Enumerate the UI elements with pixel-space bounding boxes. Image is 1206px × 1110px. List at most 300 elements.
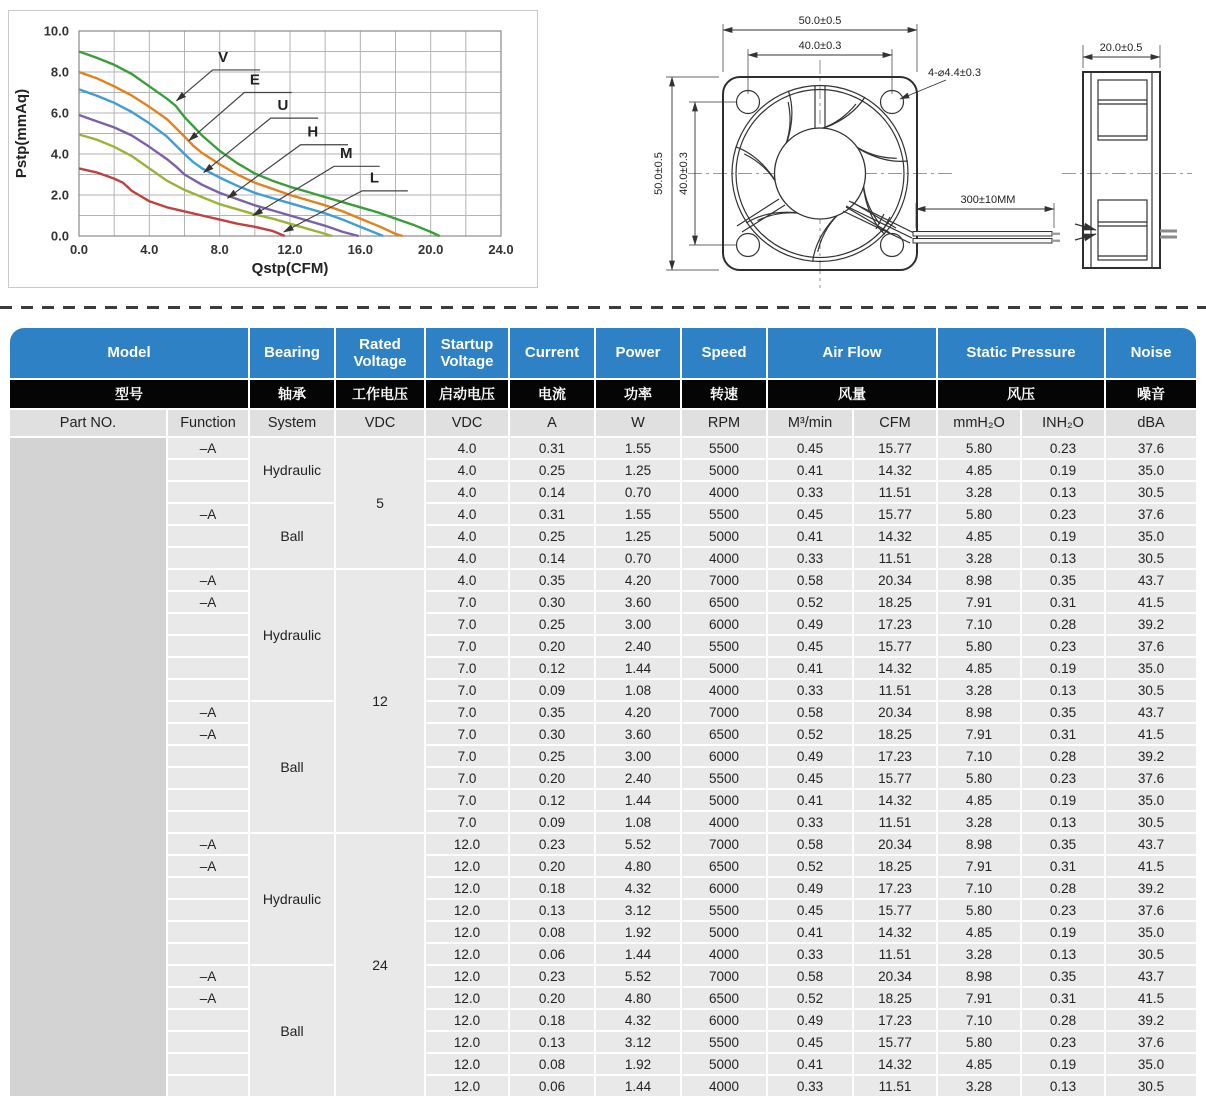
value-cell: 7.0 (426, 746, 508, 766)
value-cell: 4.0 (426, 504, 508, 524)
unit-pressure-inh2o: INH₂O (1022, 410, 1104, 436)
value-cell: 5500 (682, 900, 766, 920)
function-cell (168, 1076, 248, 1096)
spec-row (10, 438, 1196, 458)
value-cell: 0.41 (768, 460, 852, 480)
value-cell: 7.0 (426, 614, 508, 634)
value-cell: 4.0 (426, 460, 508, 480)
value-cell: 0.35 (1022, 570, 1104, 590)
dim-lead-wire-length: 300±10MM (960, 194, 1016, 206)
curve-label-H: H (307, 123, 319, 141)
value-cell: 43.7 (1106, 834, 1196, 854)
value-cell: 6500 (682, 724, 766, 744)
value-cell: 0.49 (768, 614, 852, 634)
value-cell: 3.28 (938, 812, 1020, 832)
unit-startup-vdc: VDC (426, 410, 508, 436)
value-cell: 5.80 (938, 438, 1020, 458)
value-cell: 0.58 (768, 702, 852, 722)
value-cell: 1.08 (596, 680, 680, 700)
col-header-bearing: Bearing (250, 328, 334, 378)
function-cell: –A (168, 592, 248, 612)
unit-airflow-m3min: M³/min (768, 410, 852, 436)
function-cell (168, 746, 248, 766)
value-cell: 0.33 (768, 812, 852, 832)
value-cell: 0.23 (1022, 1032, 1104, 1052)
col-header-noise: Noise (1106, 328, 1196, 378)
value-cell: 0.06 (510, 1076, 594, 1096)
value-cell: 43.7 (1106, 570, 1196, 590)
value-cell: 0.14 (510, 482, 594, 502)
function-cell (168, 526, 248, 546)
value-cell: 0.41 (768, 526, 852, 546)
value-cell: 14.32 (854, 460, 936, 480)
value-cell: 0.28 (1022, 1010, 1104, 1030)
value-cell: 4.20 (596, 702, 680, 722)
value-cell: 14.32 (854, 922, 936, 942)
x-tick-label: 0.0 (69, 242, 89, 257)
value-cell: 4.0 (426, 438, 508, 458)
function-cell (168, 768, 248, 788)
value-cell: 15.77 (854, 1032, 936, 1052)
wire-tip (1052, 240, 1060, 242)
spec-row (10, 944, 1196, 964)
spec-row (10, 922, 1196, 942)
col-header-speed: Speed (682, 328, 766, 378)
value-cell: 4000 (682, 548, 766, 568)
value-cell: 0.31 (1022, 592, 1104, 612)
value-cell: 5.52 (596, 966, 680, 986)
value-cell: 3.12 (596, 900, 680, 920)
value-cell: 3.28 (938, 548, 1020, 568)
function-cell: –A (168, 438, 248, 458)
value-cell: 6500 (682, 592, 766, 612)
side-profile (1083, 72, 1160, 268)
value-cell: 7.0 (426, 702, 508, 722)
value-cell: 15.77 (854, 768, 936, 788)
value-cell: 0.30 (510, 592, 594, 612)
spec-row (10, 1010, 1196, 1030)
value-cell: 8.98 (938, 702, 1020, 722)
value-cell: 0.41 (768, 922, 852, 942)
value-cell: 5500 (682, 768, 766, 788)
col-header-current-zh: 电流 (510, 380, 594, 408)
value-cell: 12.0 (426, 856, 508, 876)
value-cell: 0.20 (510, 636, 594, 656)
unit-speed-rpm: RPM (682, 410, 766, 436)
mounting-hole (881, 234, 904, 257)
value-cell: 14.32 (854, 658, 936, 678)
value-cell: 37.6 (1106, 768, 1196, 788)
function-cell: –A (168, 570, 248, 590)
spec-row (10, 526, 1196, 546)
spec-row (10, 768, 1196, 788)
blade-edge (820, 97, 865, 130)
value-cell: 1.08 (596, 812, 680, 832)
value-cell: 4.32 (596, 1010, 680, 1030)
value-cell: 4.85 (938, 460, 1020, 480)
value-cell: 0.33 (768, 680, 852, 700)
value-cell: 1.55 (596, 504, 680, 524)
fan-dimension-drawing (600, 0, 1206, 300)
spec-row (10, 724, 1196, 744)
header-row-units (10, 410, 1196, 436)
value-cell: 1.92 (596, 922, 680, 942)
value-cell: 18.25 (854, 988, 936, 1008)
value-cell: 0.25 (510, 746, 594, 766)
value-cell: 3.12 (596, 1032, 680, 1052)
value-cell: 0.35 (1022, 702, 1104, 722)
value-cell: 0.13 (1022, 1076, 1104, 1096)
value-cell: 39.2 (1106, 1010, 1196, 1030)
spec-row (10, 548, 1196, 568)
value-cell: 0.19 (1022, 526, 1104, 546)
value-cell: 5500 (682, 438, 766, 458)
value-cell: 37.6 (1106, 636, 1196, 656)
value-cell: 0.41 (768, 1054, 852, 1074)
value-cell: 6000 (682, 878, 766, 898)
value-cell: 15.77 (854, 900, 936, 920)
value-cell: 11.51 (854, 680, 936, 700)
side-hub-bottom (1098, 200, 1147, 260)
spec-row (10, 1054, 1196, 1074)
col-header-model: Model (10, 328, 248, 378)
value-cell: 5.52 (596, 834, 680, 854)
value-cell: 0.30 (510, 724, 594, 744)
y-tick-label: 2.0 (50, 187, 69, 203)
x-tick-label: 12.0 (277, 242, 303, 257)
value-cell: 4.85 (938, 526, 1020, 546)
value-cell: 17.23 (854, 1010, 936, 1030)
value-cell: 4.80 (596, 988, 680, 1008)
value-cell: 7000 (682, 966, 766, 986)
value-cell: 5000 (682, 526, 766, 546)
function-cell (168, 1032, 248, 1052)
mounting-hole (737, 234, 760, 257)
value-cell: 12.0 (426, 1010, 508, 1030)
value-cell: 1.92 (596, 1054, 680, 1074)
value-cell: 12.0 (426, 988, 508, 1008)
unit-current-a: A (510, 410, 594, 436)
value-cell: 0.45 (768, 1032, 852, 1052)
spec-row (10, 592, 1196, 612)
spec-row (10, 1076, 1196, 1096)
value-cell: 15.77 (854, 438, 936, 458)
value-cell: 0.49 (768, 878, 852, 898)
value-cell: 11.51 (854, 482, 936, 502)
y-tick-label: 0.0 (50, 228, 69, 244)
value-cell: 0.58 (768, 570, 852, 590)
value-cell: 8.98 (938, 570, 1020, 590)
value-cell: 7.0 (426, 724, 508, 744)
dim-hole-pitch-horizontal: 40.0±0.3 (798, 40, 842, 52)
value-cell: 7.0 (426, 636, 508, 656)
value-cell: 4.0 (426, 570, 508, 590)
value-cell: 4000 (682, 482, 766, 502)
value-cell: 7.10 (938, 878, 1020, 898)
blade-edge (812, 104, 856, 131)
mechanical-drawing-panel (600, 0, 1206, 300)
value-cell: 4.85 (938, 922, 1020, 942)
value-cell: 0.09 (510, 680, 594, 700)
value-cell: 0.25 (510, 460, 594, 480)
value-cell: 0.28 (1022, 746, 1104, 766)
value-cell: 5500 (682, 504, 766, 524)
value-cell: 41.5 (1106, 988, 1196, 1008)
col-header-power-zh: 功率 (596, 380, 680, 408)
unit-power-w: W (596, 410, 680, 436)
value-cell: 0.41 (768, 658, 852, 678)
function-cell (168, 1054, 248, 1074)
value-cell: 30.5 (1106, 812, 1196, 832)
spec-row (10, 878, 1196, 898)
function-cell (168, 636, 248, 656)
spec-row (10, 790, 1196, 810)
value-cell: 0.70 (596, 482, 680, 502)
value-cell: 5500 (682, 636, 766, 656)
y-axis-label: Pstp(mmAq) (13, 88, 30, 179)
value-cell: 0.23 (1022, 438, 1104, 458)
performance-curve-panel (8, 10, 538, 288)
value-cell: 12.0 (426, 922, 508, 942)
value-cell: 4.85 (938, 658, 1020, 678)
fan-side-view (1075, 42, 1177, 268)
value-cell: 5000 (682, 790, 766, 810)
value-cell: 0.23 (1022, 636, 1104, 656)
spec-row (10, 460, 1196, 480)
function-cell: –A (168, 856, 248, 876)
value-cell: 5000 (682, 922, 766, 942)
lead-wire (913, 239, 1052, 244)
value-cell: 41.5 (1106, 592, 1196, 612)
value-cell: 1.25 (596, 526, 680, 546)
spec-row (10, 570, 1196, 590)
value-cell: 5000 (682, 460, 766, 480)
blade-edge (735, 139, 777, 190)
value-cell: 7.91 (938, 724, 1020, 744)
spec-row (10, 702, 1196, 722)
dim-mounting-holes: 4-⌀4.4±0.3 (928, 67, 982, 79)
value-cell: 0.45 (768, 636, 852, 656)
spec-row (10, 900, 1196, 920)
spec-row (10, 482, 1196, 502)
value-cell: 0.19 (1022, 658, 1104, 678)
value-cell: 12.0 (426, 1032, 508, 1052)
value-cell: 0.13 (1022, 548, 1104, 568)
function-cell: –A (168, 988, 248, 1008)
value-cell: 7.0 (426, 768, 508, 788)
x-axis-label: Qstp(CFM) (251, 260, 329, 277)
value-cell: 4.32 (596, 878, 680, 898)
value-cell: 43.7 (1106, 966, 1196, 986)
value-cell: 4000 (682, 944, 766, 964)
spec-row (10, 636, 1196, 656)
value-cell: 6000 (682, 746, 766, 766)
spec-row (10, 856, 1196, 876)
function-cell (168, 460, 248, 480)
value-cell: 0.45 (768, 768, 852, 788)
unit-system: System (250, 410, 334, 436)
value-cell: 5.80 (938, 1032, 1020, 1052)
col-header-startup-voltage-zh: 启动电压 (426, 380, 508, 408)
value-cell: 3.60 (596, 592, 680, 612)
value-cell: 6000 (682, 1010, 766, 1030)
value-cell: 4000 (682, 1076, 766, 1096)
value-cell: 41.5 (1106, 856, 1196, 876)
function-cell (168, 878, 248, 898)
value-cell: 0.19 (1022, 1054, 1104, 1074)
value-cell: 0.35 (1022, 834, 1104, 854)
value-cell: 0.19 (1022, 790, 1104, 810)
rated-voltage-cell: 24 (336, 834, 424, 1096)
y-tick-label: 4.0 (50, 146, 69, 162)
dim-hole-pitch-vertical: 40.0±0.3 (678, 152, 690, 195)
value-cell: 12.0 (426, 878, 508, 898)
blade-edge (799, 213, 854, 262)
value-cell: 37.6 (1106, 900, 1196, 920)
value-cell: 0.14 (510, 548, 594, 568)
spec-row (10, 746, 1196, 766)
value-cell: 0.31 (1022, 856, 1104, 876)
spec-row (10, 658, 1196, 678)
value-cell: 0.49 (768, 1010, 852, 1030)
curve-label-leader-V (177, 70, 261, 101)
function-cell (168, 1010, 248, 1030)
spec-row (10, 966, 1196, 986)
value-cell: 5000 (682, 658, 766, 678)
value-cell: 4.85 (938, 790, 1020, 810)
value-cell: 3.00 (596, 614, 680, 634)
value-cell: 11.51 (854, 812, 936, 832)
value-cell: 41.5 (1106, 724, 1196, 744)
function-cell: –A (168, 834, 248, 854)
value-cell: 5000 (682, 1054, 766, 1074)
value-cell: 17.23 (854, 878, 936, 898)
spec-row (10, 834, 1196, 854)
bearing-cell: Ball (250, 702, 334, 832)
x-tick-label: 24.0 (488, 242, 514, 257)
value-cell: 0.23 (510, 834, 594, 854)
value-cell: 17.23 (854, 614, 936, 634)
value-cell: 8.98 (938, 966, 1020, 986)
curve-U (79, 89, 383, 236)
value-cell: 0.13 (1022, 482, 1104, 502)
value-cell: 11.51 (854, 1076, 936, 1096)
col-header-speed-zh: 转速 (682, 380, 766, 408)
col-header-startup-voltage: Startup Voltage (426, 328, 508, 378)
value-cell: 0.12 (510, 790, 594, 810)
specification-table (8, 326, 1198, 1098)
col-header-static-pressure: Static Pressure (938, 328, 1104, 378)
value-cell: 14.32 (854, 1054, 936, 1074)
bearing-cell: Ball (250, 504, 334, 568)
value-cell: 0.23 (510, 966, 594, 986)
value-cell: 0.25 (510, 526, 594, 546)
side-wire-stub (1075, 224, 1096, 230)
dashed-separator (0, 306, 1206, 309)
value-cell: 35.0 (1106, 790, 1196, 810)
part-no-cell (10, 438, 166, 1096)
unit-rated-vdc: VDC (336, 410, 424, 436)
col-header-air-flow: Air Flow (768, 328, 936, 378)
value-cell: 15.77 (854, 504, 936, 524)
value-cell: 0.13 (1022, 812, 1104, 832)
value-cell: 0.31 (1022, 988, 1104, 1008)
value-cell: 1.55 (596, 438, 680, 458)
value-cell: 0.13 (510, 900, 594, 920)
value-cell: 0.23 (1022, 768, 1104, 788)
value-cell: 39.2 (1106, 878, 1196, 898)
value-cell: 4000 (682, 812, 766, 832)
value-cell: 20.34 (854, 834, 936, 854)
value-cell: 4.80 (596, 856, 680, 876)
value-cell: 6000 (682, 614, 766, 634)
value-cell: 3.28 (938, 944, 1020, 964)
value-cell: 0.52 (768, 724, 852, 744)
value-cell: 7.0 (426, 812, 508, 832)
value-cell: 0.08 (510, 922, 594, 942)
value-cell: 0.06 (510, 944, 594, 964)
wire-tip (1052, 233, 1060, 235)
curve-label-L: L (369, 169, 379, 187)
value-cell: 37.6 (1106, 1032, 1196, 1052)
value-cell: 11.51 (854, 944, 936, 964)
value-cell: 37.6 (1106, 504, 1196, 524)
value-cell: 12.0 (426, 1054, 508, 1074)
value-cell: 30.5 (1106, 1076, 1196, 1096)
function-cell (168, 680, 248, 700)
value-cell: 18.25 (854, 856, 936, 876)
value-cell: 0.13 (1022, 944, 1104, 964)
value-cell: 6500 (682, 856, 766, 876)
value-cell: 35.0 (1106, 526, 1196, 546)
value-cell: 4.85 (938, 1054, 1020, 1074)
value-cell: 39.2 (1106, 746, 1196, 766)
value-cell: 7000 (682, 570, 766, 590)
spec-table-section (8, 326, 1206, 1098)
unit-noise-dba: dBA (1106, 410, 1196, 436)
header-row-chinese (10, 380, 1196, 408)
value-cell: 0.23 (1022, 900, 1104, 920)
value-cell: 7.91 (938, 592, 1020, 612)
value-cell: 30.5 (1106, 944, 1196, 964)
value-cell: 11.51 (854, 548, 936, 568)
col-header-rated-voltage-zh: 工作电压 (336, 380, 424, 408)
curve-label-V: V (218, 48, 229, 66)
value-cell: 7.0 (426, 790, 508, 810)
curve-label-E: E (249, 71, 260, 89)
value-cell: 0.19 (1022, 460, 1104, 480)
value-cell: 12.0 (426, 966, 508, 986)
value-cell: 0.20 (510, 988, 594, 1008)
value-cell: 0.45 (768, 504, 852, 524)
x-tick-label: 16.0 (347, 242, 373, 257)
value-cell: 20.34 (854, 702, 936, 722)
value-cell: 0.31 (1022, 724, 1104, 744)
value-cell: 0.49 (768, 746, 852, 766)
value-cell: 35.0 (1106, 658, 1196, 678)
value-cell: 0.52 (768, 988, 852, 1008)
function-cell (168, 944, 248, 964)
value-cell: 0.33 (768, 1076, 852, 1096)
value-cell: 39.2 (1106, 614, 1196, 634)
function-cell (168, 548, 248, 568)
value-cell: 0.28 (1022, 878, 1104, 898)
value-cell: 12.0 (426, 1076, 508, 1096)
dim-frame-height: 50.0±0.5 (653, 152, 665, 195)
value-cell: 0.12 (510, 658, 594, 678)
value-cell: 5.80 (938, 768, 1020, 788)
function-cell (168, 812, 248, 832)
